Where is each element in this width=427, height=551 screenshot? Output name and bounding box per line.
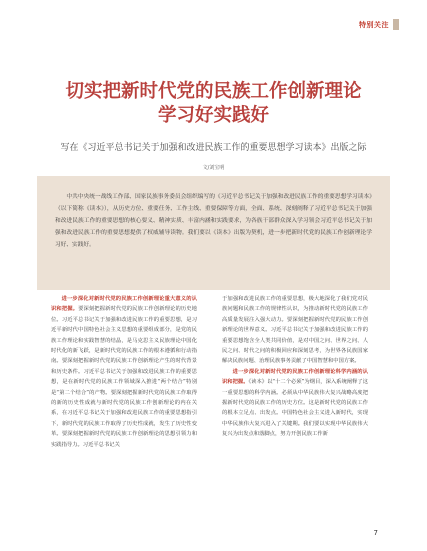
- article-subtitle: 写在《习近平总书记关于加强和改进民族工作的重要思想学习读本》出版之际: [60, 143, 367, 153]
- left-body: 要深刻把握新时代党的民族工作创新理论的历史地位。习近平总书记关于加强和改进民族工作的重要思想，是习近平新时代中国特色社会主义思想的重要组成部分，是党的民族工作理论和实践智慧的结晶，是马克思主义民族理论中国化时代化的新飞跃，是新时代党的民族工作的根本遵循和行动指南。要深刻把握新时代党的民族工作创新理论产生的时代背景和历史条件。习近平总书记关于加强和改进民族工作的重要思想，是在新时代党的民族工作领域深入推进“两个结合”特别是“第二个结合”的产物。要深刻把握新时代党的民族工作取得的新的历史性成就与新时代党的民族工作创新理论的内在关系，在习近平总书记关于加强和改进民族工作的重要思想指引下，新时代党的民族工作取得了历史性成就，发生了历史性变革。要深刻把握新时代党的民族工作创新理论的思想引领力和实践指导力。习近平总书记关: [51, 306, 197, 448]
- section-marker: [393, 19, 399, 30]
- article-title-line2: 学习好实践好: [157, 105, 269, 126]
- section-label: 特别关注: [359, 21, 389, 29]
- abstract-box: [37, 176, 390, 290]
- article-author: 文/刘宝明: [202, 165, 225, 171]
- right-highlight: 进一步深化对新时代党的民族工作创新理论科学内涵的认识和把握。: [222, 368, 368, 386]
- left-column: [51, 294, 197, 450]
- abstract-text: 中共中央统一战线工作部、国家民族事务委员会组织编写的《习近平总书记关于加强和改进民族工作的重要思想学习读本》（以下简称《读本》），从历史方位、重要任务、工作主线、重要保障等方面，全面、系统、深刻阐释了习近平总书记关于加强和改进民族工作的重要思想的核心要义、精神实质、丰富内涵和实践要求，为各族干部群众深入学习领会习近平总书记关于加强和改进民族工作的重要思想提供了权威辅导读物。我们要以《读本》出版为契机，进一步把新时代党的民族工作创新理论学习好、实践好。: [55, 194, 372, 248]
- right-column: [222, 294, 368, 440]
- left-highlight: 进一步深化对新时代党的民族工作创新理论重大意义的认识和把握。: [51, 296, 197, 313]
- article-title-line1: 切实把新时代党的民族工作创新理论: [65, 81, 362, 102]
- page-number: 7: [373, 529, 378, 537]
- right-body-para1: 于加强和改进民族工作的重要思想，极大地深化了我们党对民族问题和民族工作的规律性认识，为推动新时代党的民族工作高质量发展注入强大动力。要深刻把握新时代党的民族工作创新理论的世界意义。习近平总书记关于加强和改进民族工作的重要思想饱含全人类共同价值，是对中国之问、世界之问、人民之问、时代之问的积极回应和深刻思考，为世界各民族国家解决民族问题、治理民族事务贡献了中国智慧和中国方案。: [222, 296, 368, 365]
- right-body-para2: 《读本》以“十二个必须”为纲目，深入系统阐释了这一重要思想的科学内涵。必须从中华民族伟大复兴战略高度把握新时代党的民族工作的历史方位。这是新时代党的民族工作的根本立足点、出发点。中国特色社会主义进入新时代，实现中华民族伟大复兴进入了关键期。我们要以实现中华民族伟大复兴为出发点和落脚点，努力开创民族工作新: [222, 379, 368, 438]
